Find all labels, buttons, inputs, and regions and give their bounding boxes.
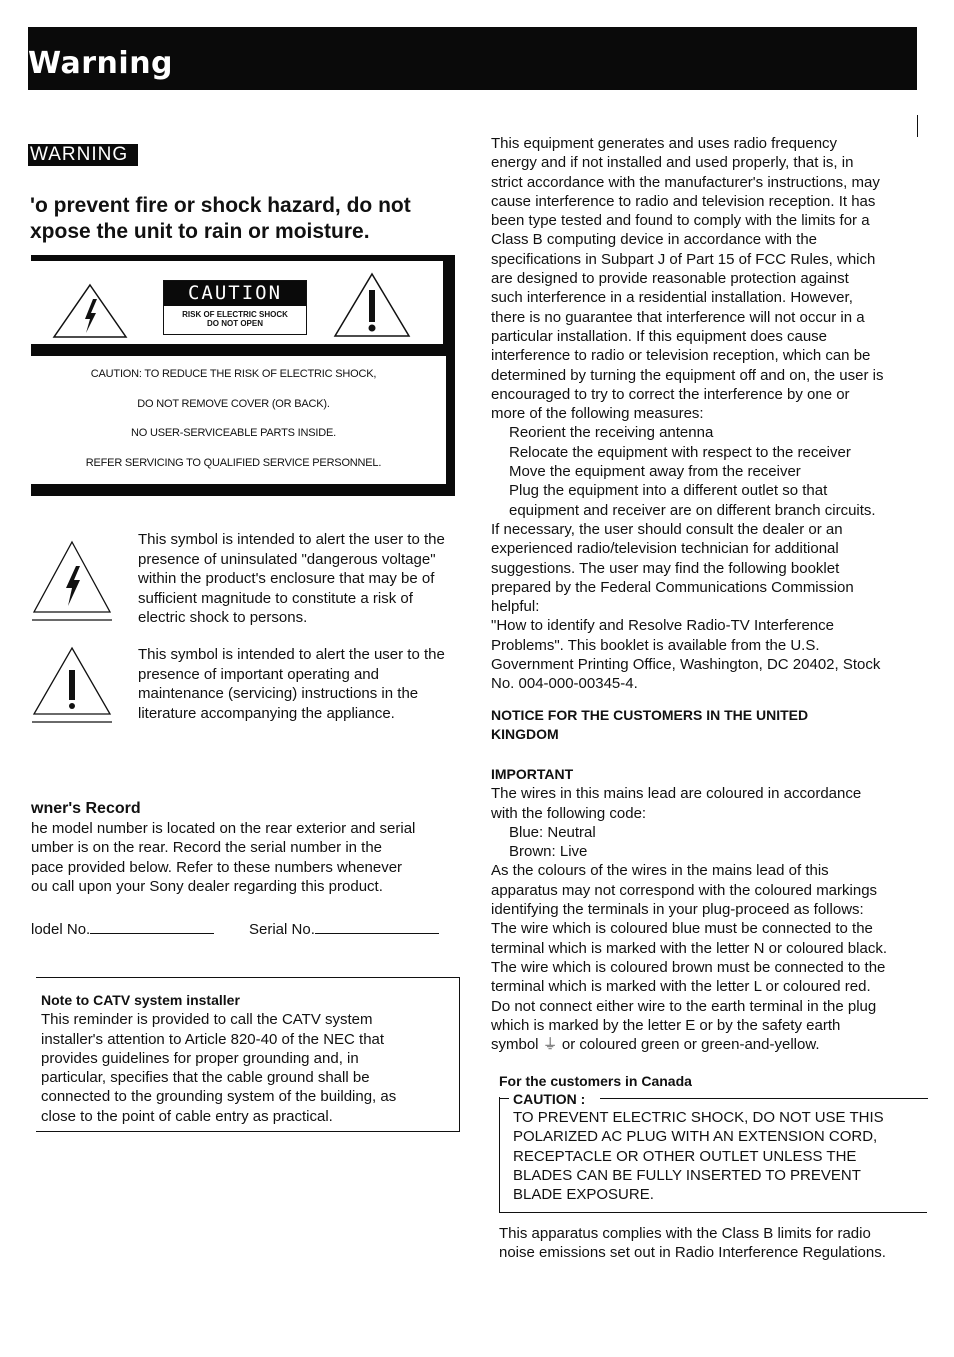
serial-blank-line bbox=[315, 916, 439, 934]
uk-line: Do not connect either wire to the earth terminal in the plug bbox=[491, 997, 877, 1015]
fcc-line: cause interference to radio and television reception. It has bbox=[491, 192, 876, 210]
catv-line: This reminder is provided to call the CATV system bbox=[41, 1011, 373, 1029]
canada-line: BLADE EXPOSURE. bbox=[513, 1186, 654, 1204]
uk-code: Brown: Live bbox=[509, 843, 588, 861]
owners-record-line: he model number is located on the rear exterior and serial bbox=[31, 820, 416, 837]
uk-line: The wire which is coloured blue must be connected to the bbox=[491, 920, 873, 938]
fcc-line: No. 004-000-00345-4. bbox=[491, 675, 638, 693]
model-blank-line bbox=[90, 916, 214, 934]
fcc-line: Class B computing device in accordance with the bbox=[491, 231, 818, 249]
fcc-line: encouraged to try to correct the interference by one or bbox=[491, 385, 850, 403]
fcc-line: helpful: bbox=[491, 598, 540, 616]
fcc-line: "How to identify and Resolve Radio-TV Interference bbox=[491, 617, 834, 635]
caution-box-border bbox=[31, 255, 455, 261]
serial-label: Serial No. bbox=[249, 921, 315, 938]
fcc-line: are designed to provide reasonable protection against bbox=[491, 270, 849, 288]
canada-box-rule bbox=[600, 1098, 928, 1099]
serial-number-field bbox=[249, 916, 439, 939]
lightning-triangle-icon bbox=[32, 540, 112, 622]
fcc-line: prepared by the Federal Communications Commission bbox=[491, 578, 854, 596]
fcc-line: Government Printing Office, Washington, DC 20402, Stock bbox=[491, 656, 881, 674]
owners-record-line: ou call upon your Sony dealer regarding this product. bbox=[31, 877, 383, 895]
uk-notice bbox=[491, 765, 923, 1054]
caution-box-border bbox=[31, 344, 455, 356]
exclamation-triangle-icon bbox=[333, 272, 411, 338]
caution-sub-line: RISK OF ELECTRIC SHOCK bbox=[182, 310, 288, 319]
canada-line: TO PREVENT ELECTRIC SHOCK, DO NOT USE THIS bbox=[513, 1109, 884, 1126]
owners-record-line: pace provided below. Refer to these numbers whenever bbox=[31, 858, 403, 876]
fcc-line: more of the following measures: bbox=[491, 405, 704, 423]
uk-line: apparatus may not correspond with the coloured markings bbox=[491, 881, 878, 899]
owners-record-line: umber is on the rear. Record the serial number in the bbox=[31, 839, 383, 857]
caution-text-line: NO USER-SERVICEABLE PARTS INSIDE. bbox=[131, 427, 336, 439]
symbol-description: This symbol is intended to alert the user to the presence of uninsulated "dangerous voltage" within the product's enclosure that may be of sufficient magnitude to constitute a risk of electric shock to persons. bbox=[138, 531, 445, 626]
fcc-line: energy and if not installed and used properly, that is, in bbox=[491, 154, 854, 172]
caution-sub-line: DO NOT OPEN bbox=[206, 319, 263, 328]
caution-text-line: CAUTION: TO REDUCE THE RISK OF ELECTRIC SHOCK, bbox=[90, 368, 377, 380]
fcc-line: Problems". This booklet is available from the U.S. bbox=[491, 636, 820, 654]
owners-record-text bbox=[31, 819, 461, 896]
fcc-measure: Relocate the equipment with respect to the receiver bbox=[509, 443, 851, 461]
canada-caution-text bbox=[513, 1108, 923, 1204]
caution-text-line: DO NOT REMOVE COVER (OR BACK). bbox=[137, 398, 330, 410]
uk-line: terminal which is marked with the letter N or coloured black. bbox=[491, 939, 887, 957]
fcc-line: such interference in a residential installation. However, bbox=[491, 289, 853, 307]
fcc-line: suggestions. The user may find the following booklet bbox=[491, 559, 840, 577]
caution-box-border bbox=[443, 255, 455, 355]
canada-footer bbox=[499, 1224, 924, 1263]
fcc-line: If necessary, the user should consult the dealer or an bbox=[491, 520, 843, 538]
canada-footer-line: noise emissions set out in Radio Interference Regulations. bbox=[499, 1244, 886, 1262]
caution-label: CAUTION bbox=[164, 281, 306, 306]
caution-sub bbox=[164, 310, 306, 328]
canada-line: BLADES CAN BE FULLY INSERTED TO PREVENT bbox=[513, 1166, 861, 1184]
catv-line: connected to the grounding system of the building, as bbox=[41, 1088, 397, 1106]
catv-line: provides guidelines for proper grounding and, in bbox=[41, 1049, 359, 1067]
uk-title-line: KINGDOM bbox=[491, 726, 559, 743]
uk-line: The wire which is coloured brown must be connected to the bbox=[491, 958, 886, 976]
fcc-measure: Plug the equipment into a different outlet so that bbox=[509, 482, 828, 500]
fcc-line: interference to radio or television reception, which can be bbox=[491, 347, 871, 365]
fcc-line: particular installation. If this equipment does cause bbox=[491, 327, 828, 345]
fcc-line: specifications in Subpart J of Part 15 of FCC Rules, which bbox=[491, 250, 876, 268]
model-label: lodel No. bbox=[31, 921, 91, 938]
canada-line: POLARIZED AC PLUG WITH AN EXTENSION CORD, bbox=[513, 1128, 878, 1146]
uk-code: Blue: Neutral bbox=[509, 823, 596, 841]
headline bbox=[30, 193, 450, 245]
fcc-statement bbox=[491, 134, 923, 694]
uk-important: IMPORTANT bbox=[491, 766, 574, 782]
canada-line: RECEPTACLE OR OTHER OUTLET UNLESS THE bbox=[513, 1147, 857, 1165]
owners-record-title: wner's Record bbox=[31, 800, 141, 817]
uk-line: The wires in this mains lead are coloured in accordance bbox=[491, 785, 862, 803]
catv-line: close to the point of cable entry as practical. bbox=[41, 1107, 333, 1125]
fcc-measure: Move the equipment away from the receiver bbox=[509, 463, 801, 481]
fcc-line: been type tested and found to comply with the limits for a bbox=[491, 212, 870, 230]
canada-footer-line: This apparatus complies with the Class B limits for radio bbox=[499, 1225, 871, 1242]
uk-notice-title bbox=[491, 706, 923, 745]
uk-title-line: NOTICE FOR THE CUSTOMERS IN THE UNITED bbox=[491, 707, 809, 723]
symbol-description: This symbol is intended to alert the user to the presence of important operating and maintenance (servicing) instructions in the literature accompanying the appliance. bbox=[138, 646, 445, 722]
caution-box-border bbox=[31, 484, 455, 496]
canada-title: For the customers in Canada bbox=[499, 1073, 692, 1089]
caution-box-border bbox=[446, 356, 455, 486]
fcc-line: there is no guarantee that interference will not occur in a bbox=[491, 308, 865, 326]
uk-line: with the following code: bbox=[491, 804, 647, 822]
canada-caution-label: CAUTION : bbox=[513, 1091, 586, 1107]
fcc-line: experienced radio/television technician for additional bbox=[491, 540, 839, 558]
uk-line: terminal which is marked with the letter L or coloured red. bbox=[491, 978, 871, 996]
exclamation-triangle-icon bbox=[32, 646, 112, 724]
canada-box-rule bbox=[499, 1098, 509, 1099]
fcc-measure: equipment and receiver are on different branch circuits. bbox=[509, 501, 876, 519]
fcc-measure: Reorient the receiving antenna bbox=[509, 424, 714, 442]
catv-line: particular, specifies that the cable ground shall be bbox=[41, 1069, 370, 1087]
fcc-line: strict accordance with the manufacturer's instructions, may bbox=[491, 173, 880, 191]
uk-line: identifying the terminals in your plug-proceed as follows: bbox=[491, 901, 864, 919]
headline-line: 'o prevent fire or shock hazard, do not bbox=[30, 194, 411, 217]
fcc-line: This equipment generates and uses radio frequency bbox=[491, 135, 838, 152]
uk-line: which is marked by the letter E or by the safety earth bbox=[491, 1016, 841, 1034]
warning-tag: WARNING bbox=[28, 144, 138, 166]
model-number-field bbox=[31, 916, 214, 939]
catv-note bbox=[41, 991, 456, 1126]
headline-line: xpose the unit to rain or moisture. bbox=[30, 220, 370, 243]
lightning-triangle-icon bbox=[52, 283, 128, 339]
page-title: Warning bbox=[28, 46, 174, 81]
fcc-line: determined by turning the equipment off and on, the user is bbox=[491, 366, 884, 384]
uk-line: As the colours of the wires in the mains lead of this bbox=[491, 862, 829, 880]
catv-title: Note to CATV system installer bbox=[41, 992, 240, 1008]
caution-text-line: REFER SERVICING TO QUALIFIED SERVICE PERSONNEL. bbox=[85, 457, 382, 469]
uk-line: symbol ⏚ or coloured green or green-and-yellow. bbox=[491, 1036, 820, 1054]
catv-line: installer's attention to Article 820-40 of the NEC that bbox=[41, 1030, 385, 1048]
